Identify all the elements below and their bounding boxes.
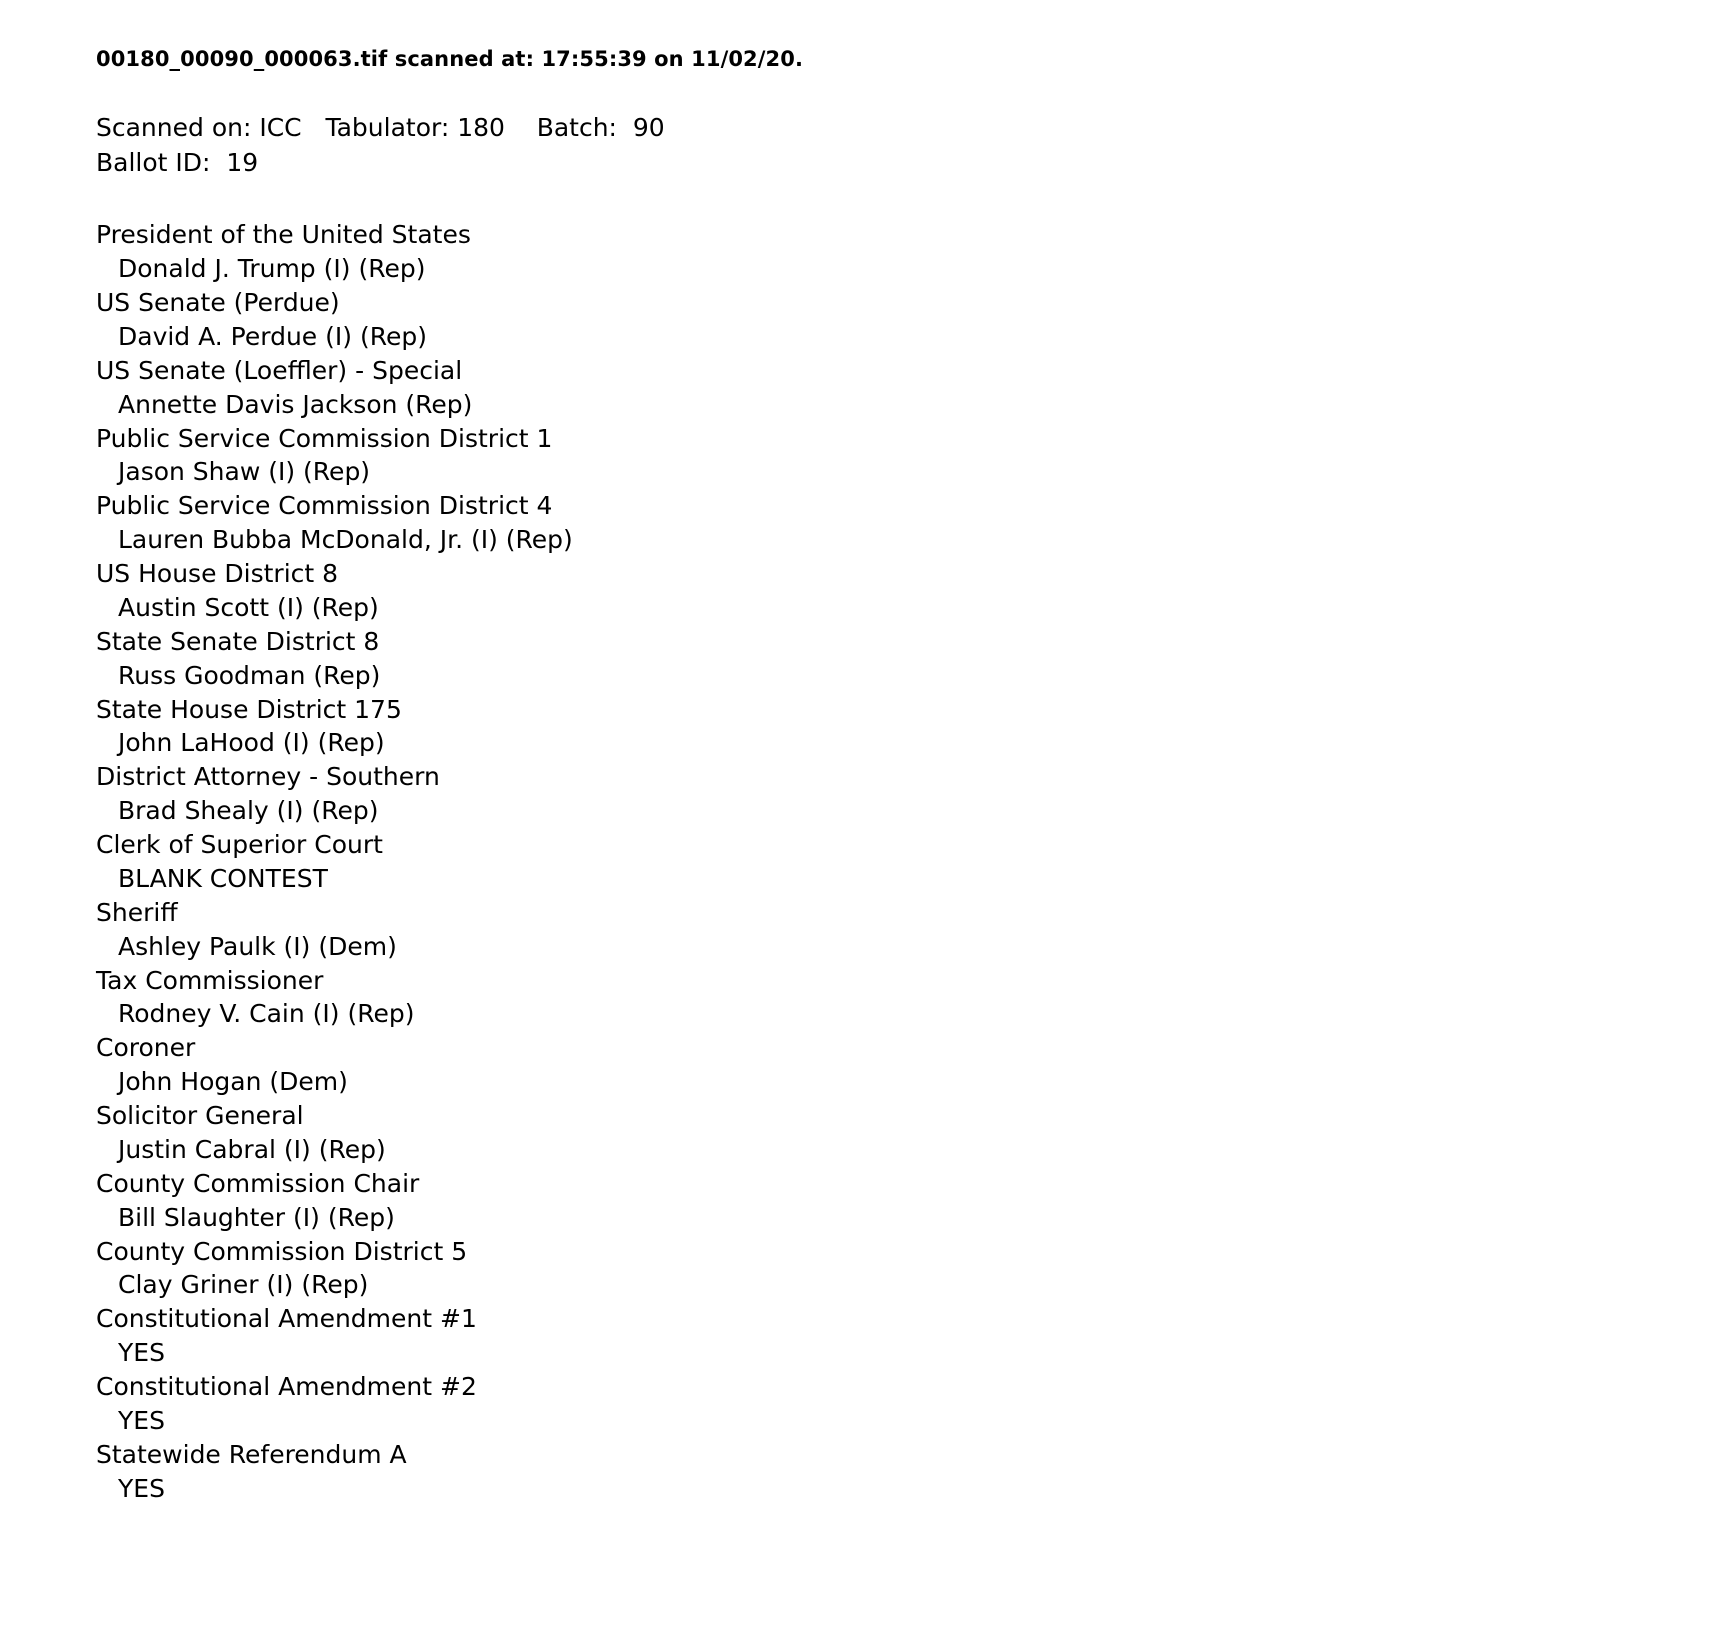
contest-title: Tax Commissioner bbox=[96, 965, 324, 995]
contest-item bbox=[96, 489, 1709, 557]
contest-title: State Senate District 8 bbox=[96, 626, 380, 656]
contest-selection: Lauren Bubba McDonald, Jr. (I) (Rep) bbox=[118, 525, 573, 555]
contest-item bbox=[96, 1099, 1709, 1167]
contest-selection: Austin Scott (I) (Rep) bbox=[118, 592, 379, 622]
contest-selection: Annette Davis Jackson (Rep) bbox=[118, 389, 473, 419]
contest-list bbox=[96, 218, 1709, 1505]
contest-selection: Rodney V. Cain (I) (Rep) bbox=[118, 999, 415, 1029]
contest-title: US House District 8 bbox=[96, 559, 339, 589]
contest-item bbox=[96, 1370, 1709, 1438]
contest-selection: Clay Griner (I) (Rep) bbox=[118, 1270, 369, 1300]
contest-item bbox=[96, 218, 1709, 286]
ballot-metadata bbox=[96, 111, 1709, 180]
contest-title: Public Service Commission District 1 bbox=[96, 423, 553, 453]
contest-title: District Attorney - Southern bbox=[96, 762, 440, 792]
contest-item bbox=[96, 557, 1709, 625]
contest-selection: Brad Shealy (I) (Rep) bbox=[118, 796, 379, 826]
contest-selection: David A. Perdue (I) (Rep) bbox=[118, 321, 427, 351]
contest-selection: Ashley Paulk (I) (Dem) bbox=[118, 931, 397, 961]
contest-item bbox=[96, 422, 1709, 490]
contest-title: Coroner bbox=[96, 1033, 196, 1063]
contest-item bbox=[96, 1167, 1709, 1235]
contest-selection: Russ Goodman (Rep) bbox=[118, 660, 381, 690]
contest-item bbox=[96, 1302, 1709, 1370]
contest-title: US Senate (Loeffler) - Special bbox=[96, 355, 463, 385]
contest-selection: Bill Slaughter (I) (Rep) bbox=[118, 1202, 395, 1232]
contest-title: Constitutional Amendment #2 bbox=[96, 1372, 477, 1402]
contest-item bbox=[96, 896, 1709, 964]
contest-title: State House District 175 bbox=[96, 694, 402, 724]
contest-selection: Justin Cabral (I) (Rep) bbox=[118, 1134, 386, 1164]
scan-info-line: Scanned on: ICC Tabulator: 180 Batch: 90 bbox=[96, 113, 665, 143]
contest-selection: John LaHood (I) (Rep) bbox=[118, 728, 385, 758]
contest-item bbox=[96, 828, 1709, 896]
contest-selection: BLANK CONTEST bbox=[118, 863, 328, 893]
contest-title: County Commission District 5 bbox=[96, 1236, 468, 1266]
contest-item bbox=[96, 1031, 1709, 1099]
contest-title: Statewide Referendum A bbox=[96, 1439, 407, 1469]
contest-title: Solicitor General bbox=[96, 1101, 304, 1131]
contest-item bbox=[96, 286, 1709, 354]
contest-title: Public Service Commission District 4 bbox=[96, 491, 553, 521]
contest-selection: YES bbox=[118, 1338, 165, 1368]
scan-header-line: 00180_00090_000063.tif scanned at: 17:55:39 on 11/02/20. bbox=[96, 47, 804, 71]
contest-title: President of the United States bbox=[96, 220, 471, 250]
contest-item bbox=[96, 693, 1709, 761]
contest-title: US Senate (Perdue) bbox=[96, 288, 340, 318]
contest-item bbox=[96, 964, 1709, 1032]
contest-item bbox=[96, 354, 1709, 422]
contest-item bbox=[96, 1235, 1709, 1303]
contest-selection: Donald J. Trump (I) (Rep) bbox=[118, 254, 426, 284]
contest-selection: Jason Shaw (I) (Rep) bbox=[118, 457, 371, 487]
contest-item bbox=[96, 760, 1709, 828]
contest-selection: YES bbox=[118, 1405, 165, 1435]
contest-title: County Commission Chair bbox=[96, 1168, 420, 1198]
ballot-id-line: Ballot ID: 19 bbox=[96, 147, 259, 177]
contest-title: Sheriff bbox=[96, 897, 178, 927]
contest-title: Clerk of Superior Court bbox=[96, 830, 383, 860]
contest-selection: YES bbox=[118, 1473, 165, 1503]
contest-selection: John Hogan (Dem) bbox=[118, 1067, 348, 1097]
contest-title: Constitutional Amendment #1 bbox=[96, 1304, 477, 1334]
contest-item bbox=[96, 625, 1709, 693]
contest-item bbox=[96, 1438, 1709, 1506]
